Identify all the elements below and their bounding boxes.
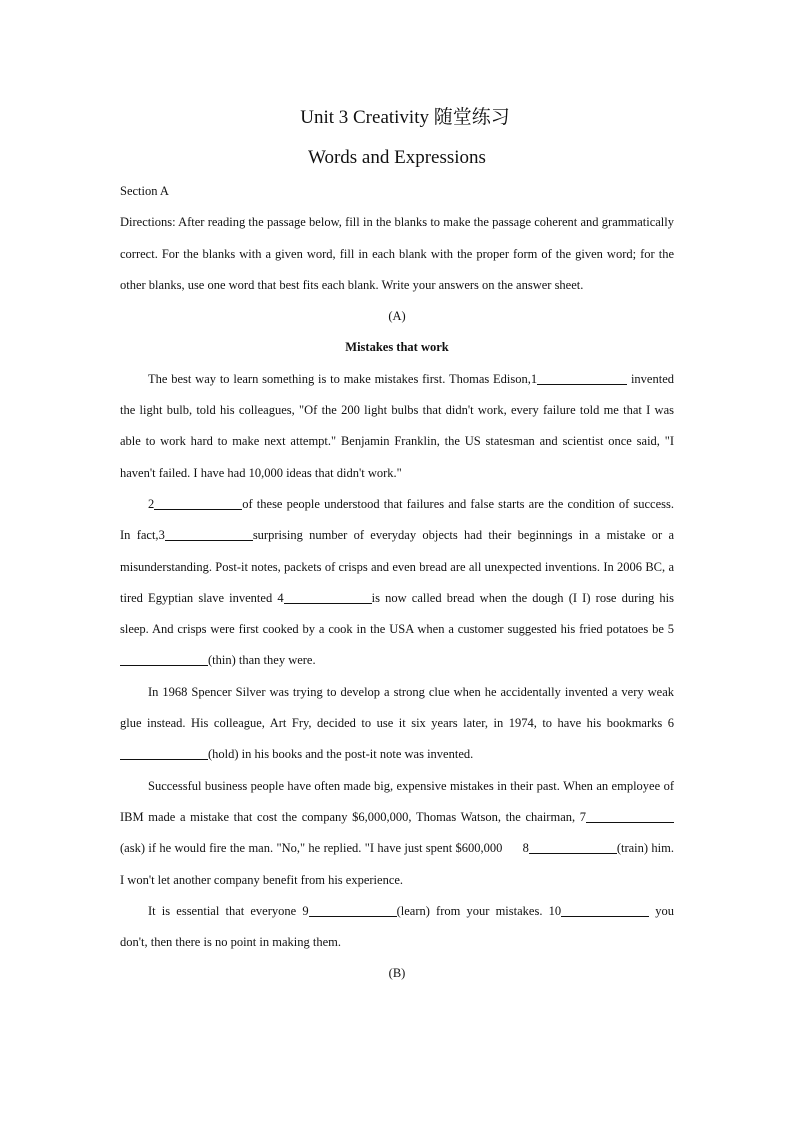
section-label: Section A bbox=[120, 184, 169, 198]
blank-number-10: 10 bbox=[548, 903, 562, 918]
answer-blank-7[interactable] bbox=[586, 809, 674, 823]
p2-text-d: (thin) than they were. bbox=[208, 653, 316, 668]
document-page bbox=[120, 104, 674, 990]
page-title: Unit 3 Creativity 随堂练习 bbox=[300, 107, 510, 128]
p4-text-c: (train) him. I won't let another company benefit from his experience. bbox=[120, 841, 674, 887]
answer-blank-8[interactable] bbox=[529, 840, 617, 854]
paragraph-1 bbox=[120, 364, 674, 489]
blank-number-4: 4 bbox=[277, 590, 284, 605]
part-b-label: (B) bbox=[388, 966, 406, 981]
p5-text-a: It is essential that everyone bbox=[148, 903, 303, 918]
paragraph-2 bbox=[120, 489, 674, 677]
answer-blank-10[interactable] bbox=[561, 903, 649, 917]
p1-text-b: invented the light bulb, told his colleagues, "Of the 200 light bulbs that didn't work, every failure told me that I was able to work hard to make next attempt." Benjamin Franklin, the US statesman and scientist once said, "I haven't failed. I have had 10,000 ideas that didn't work." bbox=[120, 371, 674, 480]
blank-number-6: 6 bbox=[667, 716, 674, 731]
p2-text-b: surprising number of everyday objects had their beginnings in a mistake or a misunderstanding. Post-it notes, packets of crisps and even bread are all unexpected inventions. In 2006 BC, a tired Egyptian slave invented bbox=[120, 528, 674, 605]
passage-title: Mistakes that work bbox=[345, 340, 449, 355]
blank-number-2: 2 bbox=[148, 496, 155, 511]
p4-text-a: Successful business people have often made big, expensive mistakes in their past. When an employee of IBM made a mistake that cost the company $6,000,000, Thomas Watson, the chairman, bbox=[120, 778, 674, 824]
blank-number-1: 1 bbox=[530, 371, 538, 386]
blank-number-5: 5 bbox=[667, 622, 674, 637]
answer-blank-9[interactable] bbox=[309, 903, 397, 917]
p4-text-b: (ask) if he would fire the man. "No," he replied. "I have just spent $600,000 bbox=[120, 841, 523, 856]
answer-blank-1[interactable] bbox=[537, 371, 627, 385]
answer-blank-3[interactable] bbox=[165, 527, 253, 541]
directions-text: Directions: After reading the passage below, fill in the blanks to make the passage coherent and grammatically correct. For the blanks with a given word, fill in each blank with the proper form of the given word; for the other blanks, use one word that best fits each blank. Write your answers on the answer sheet. bbox=[120, 215, 674, 292]
p5-text-b: (learn) from your mistakes. bbox=[396, 903, 549, 918]
paragraph-3 bbox=[120, 677, 674, 771]
page-subtitle: Words and Expressions bbox=[308, 147, 486, 168]
answer-blank-5[interactable] bbox=[120, 652, 208, 666]
blank-number-7: 7 bbox=[579, 809, 586, 824]
paragraph-5 bbox=[120, 896, 674, 959]
answer-blank-6[interactable] bbox=[120, 746, 208, 760]
p2-text-c: is now called bread when the dough (I I) rose during his sleep. And crisps were first cooked by a cook in the USA when a customer suggested his fried potatoes be bbox=[120, 590, 674, 637]
blank-number-9: 9 bbox=[302, 903, 309, 918]
p2-text-a: of these people understood that failures and false starts are the condition of success. In fact, bbox=[120, 496, 674, 543]
p1-text-a: The best way to learn something is to make mistakes first. Thomas Edison, bbox=[148, 371, 531, 386]
blank-number-8: 8 bbox=[522, 841, 529, 856]
p5-text-c: you don't, then there is no point in making them. bbox=[120, 903, 674, 950]
p3-text-a: In 1968 Spencer Silver was trying to develop a strong clue when he accidentally invented a very weak glue instead. His colleague, Art Fry, decided to use it six years later, in 1974, to have his bookmarks bbox=[120, 684, 674, 731]
paragraph-4 bbox=[120, 771, 674, 896]
p3-text-b: (hold) in his books and the post-it note was invented. bbox=[208, 747, 474, 762]
part-a-label: (A) bbox=[388, 309, 406, 324]
blank-number-3: 3 bbox=[158, 528, 165, 543]
answer-blank-4[interactable] bbox=[284, 590, 372, 604]
answer-blank-2[interactable] bbox=[154, 496, 242, 510]
